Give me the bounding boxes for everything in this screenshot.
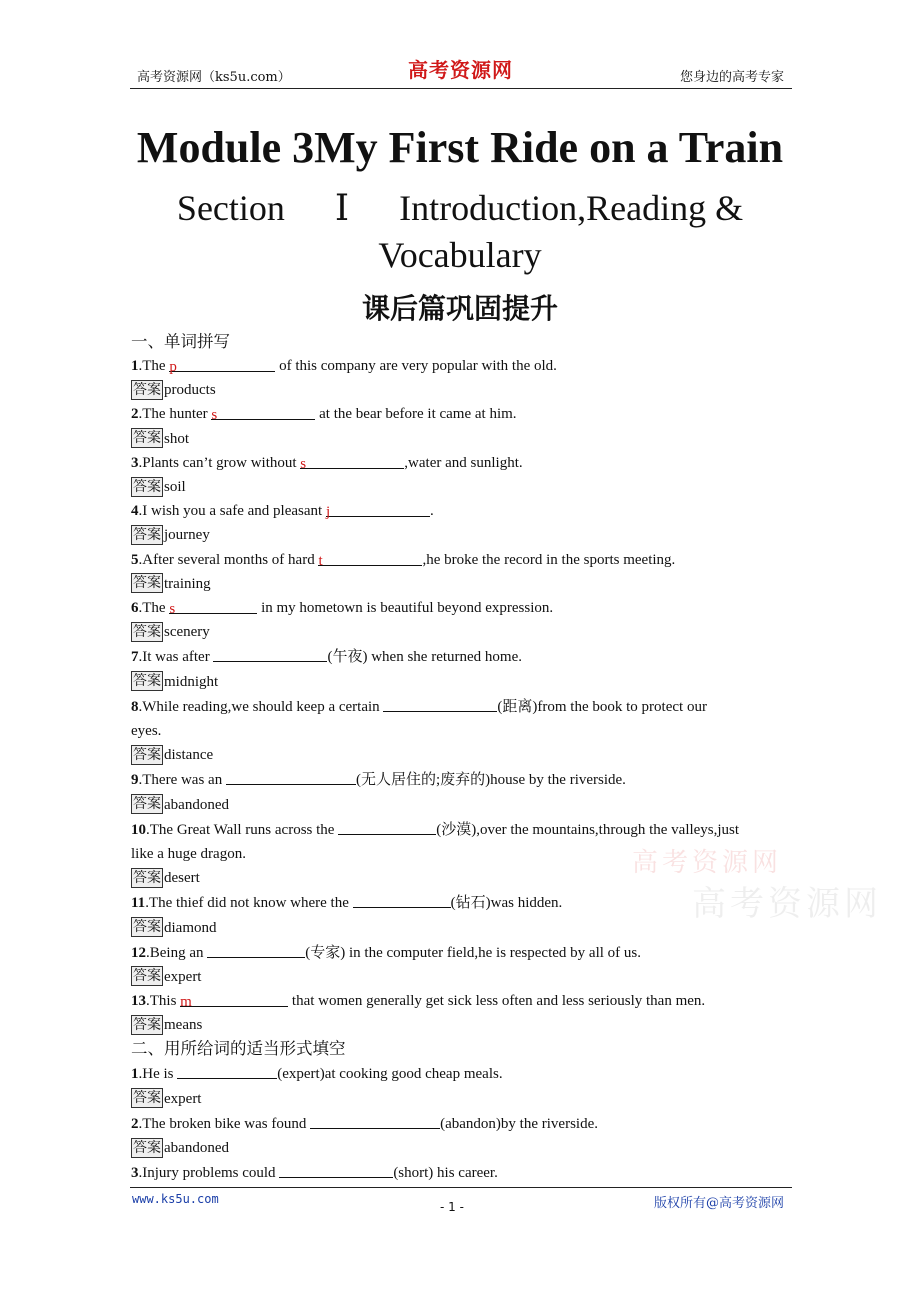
footer-copyright: 版权所有@高考资源网	[653, 1196, 784, 1211]
answer-badge: 答案	[133, 968, 161, 985]
watermark	[632, 842, 882, 922]
answer-row	[131, 1087, 791, 1111]
question: 5.After several months of hard t ,he broke the record in the sports meeting.	[131, 548, 791, 572]
question: 2.The hunter s at the bear before it came at him.	[131, 402, 791, 426]
answer-row	[131, 965, 791, 989]
watermark-line2: 高考资源网	[692, 884, 882, 924]
answer-text: abandoned	[164, 1140, 229, 1157]
subtitle-topic: Introduction,Reading &	[399, 188, 744, 228]
answer-text: scenery	[164, 624, 210, 641]
watermark-line1: 高考资源网	[632, 848, 783, 878]
question: 13.This m that women generally get sick less often and less seriously than men.	[131, 989, 791, 1013]
answer-text: journey	[164, 527, 210, 544]
answer-text: means	[164, 1017, 203, 1034]
header-site-name: 高考资源网（ks5u.com）	[137, 70, 291, 85]
answer-text: expert	[164, 968, 202, 985]
answer-row	[131, 793, 791, 817]
question: 11.The thief did not know where the (钻石)was hidden.	[131, 890, 791, 915]
footer-url-link[interactable]: www.ks5u.com	[132, 1192, 219, 1206]
answer-row	[131, 523, 791, 547]
answer-badge: 答案	[133, 796, 161, 813]
section2-title: 二、用所给词的适当形式填空	[131, 1039, 346, 1059]
answer-badge: 答案	[133, 673, 161, 690]
answer-blank[interactable]	[310, 1112, 440, 1129]
answer-row	[131, 378, 791, 402]
answer-blank[interactable]	[177, 1062, 277, 1079]
answer-badge: 答案	[133, 1090, 161, 1107]
page-title: Module 3My First Ride on a Train	[136, 123, 784, 172]
answer-blank[interactable]: j	[326, 500, 430, 517]
answer-blank[interactable]	[353, 891, 451, 908]
question: 4.I wish you a safe and pleasant j .	[131, 499, 791, 523]
question: 12.Being an (专家) in the computer field,he is respected by all of us.	[131, 940, 791, 965]
answer-row	[131, 572, 791, 596]
question: 6.The s in my hometown is beautiful beyond expression.	[131, 596, 791, 620]
question: 8.While reading,we should keep a certain (距离)from the book to protect our	[131, 694, 791, 719]
answer-blank[interactable]	[338, 818, 436, 835]
answer-text: shot	[164, 430, 190, 447]
question: 7.It was after (午夜) when she returned home.	[131, 644, 791, 669]
question: 3.Plants can’t grow without s ,water and sunlight.	[131, 451, 791, 475]
answer-blank[interactable]	[383, 695, 497, 712]
page-header	[130, 58, 792, 89]
answer-blank[interactable]	[213, 645, 327, 662]
answer-badge: 答案	[133, 1016, 161, 1033]
question: 1.The p of this company are very popular with the old.	[131, 354, 791, 378]
answer-badge: 答案	[133, 478, 161, 495]
answer-badge: 答案	[133, 430, 161, 447]
answer-text: soil	[164, 478, 186, 495]
answer-row	[131, 1136, 791, 1160]
question: 10.The Great Wall runs across the (沙漠),over the mountains,through the valleys,just	[131, 817, 791, 842]
header-slogan: 您身边的高考专家	[679, 70, 784, 85]
answer-blank[interactable]: t	[318, 549, 422, 566]
answer-badge: 答案	[133, 381, 161, 398]
answer-row	[131, 620, 791, 644]
answer-text: training	[164, 575, 211, 592]
answer-row	[131, 475, 791, 499]
exercise-heading: 课后篇巩固提升	[361, 292, 558, 325]
answer-blank[interactable]: m	[180, 990, 288, 1007]
question: 1.He is (expert)at cooking good cheap meals.	[131, 1061, 791, 1086]
answer-blank[interactable]	[279, 1161, 393, 1178]
answer-blank[interactable]: s	[211, 403, 315, 420]
answer-text: midnight	[164, 673, 219, 690]
page-number: - 1 -	[440, 1200, 464, 1214]
question: 9.There was an (无人居住的;废弃的)house by the riverside.	[131, 767, 791, 792]
answer-badge: 答案	[133, 526, 161, 543]
answer-row	[131, 670, 791, 694]
answer-text: desert	[164, 870, 200, 887]
answer-text: distance	[164, 747, 214, 764]
answer-text: products	[164, 382, 216, 399]
question-continuation: eyes.	[131, 722, 162, 739]
answer-badge: 答案	[133, 746, 161, 763]
section-subtitle-line2: Vocabulary	[378, 235, 542, 275]
page-footer	[130, 1187, 792, 1214]
exercise-content	[131, 330, 791, 1185]
question-continuation: like a huge dragon.	[131, 845, 246, 862]
question: 3.Injury problems could (short) his career.	[131, 1160, 791, 1185]
answer-text: diamond	[164, 919, 217, 936]
answer-row	[131, 743, 791, 767]
answer-row	[131, 427, 791, 451]
header-logo: 高考资源网	[408, 58, 513, 82]
answer-blank[interactable]	[207, 941, 305, 958]
answer-badge: 答案	[133, 623, 161, 640]
answer-badge: 答案	[133, 919, 161, 936]
section-subtitle	[0, 187, 920, 229]
answer-badge: 答案	[133, 575, 161, 592]
answer-blank[interactable]: p	[169, 355, 275, 372]
answer-row	[131, 1013, 791, 1037]
subtitle-numeral: Ⅰ	[334, 188, 350, 228]
answer-badge: 答案	[133, 1139, 161, 1156]
subtitle-section-word: Section	[176, 188, 285, 228]
answer-text: abandoned	[164, 796, 229, 813]
answer-text: expert	[164, 1090, 202, 1107]
answer-blank[interactable]: s	[300, 452, 404, 469]
answer-badge: 答案	[133, 869, 161, 886]
answer-blank[interactable]: s	[169, 597, 257, 614]
section1-title: 一、单词拼写	[131, 332, 230, 351]
answer-blank[interactable]	[226, 768, 356, 785]
question: 2.The broken bike was found (abandon)by the riverside.	[131, 1111, 791, 1136]
